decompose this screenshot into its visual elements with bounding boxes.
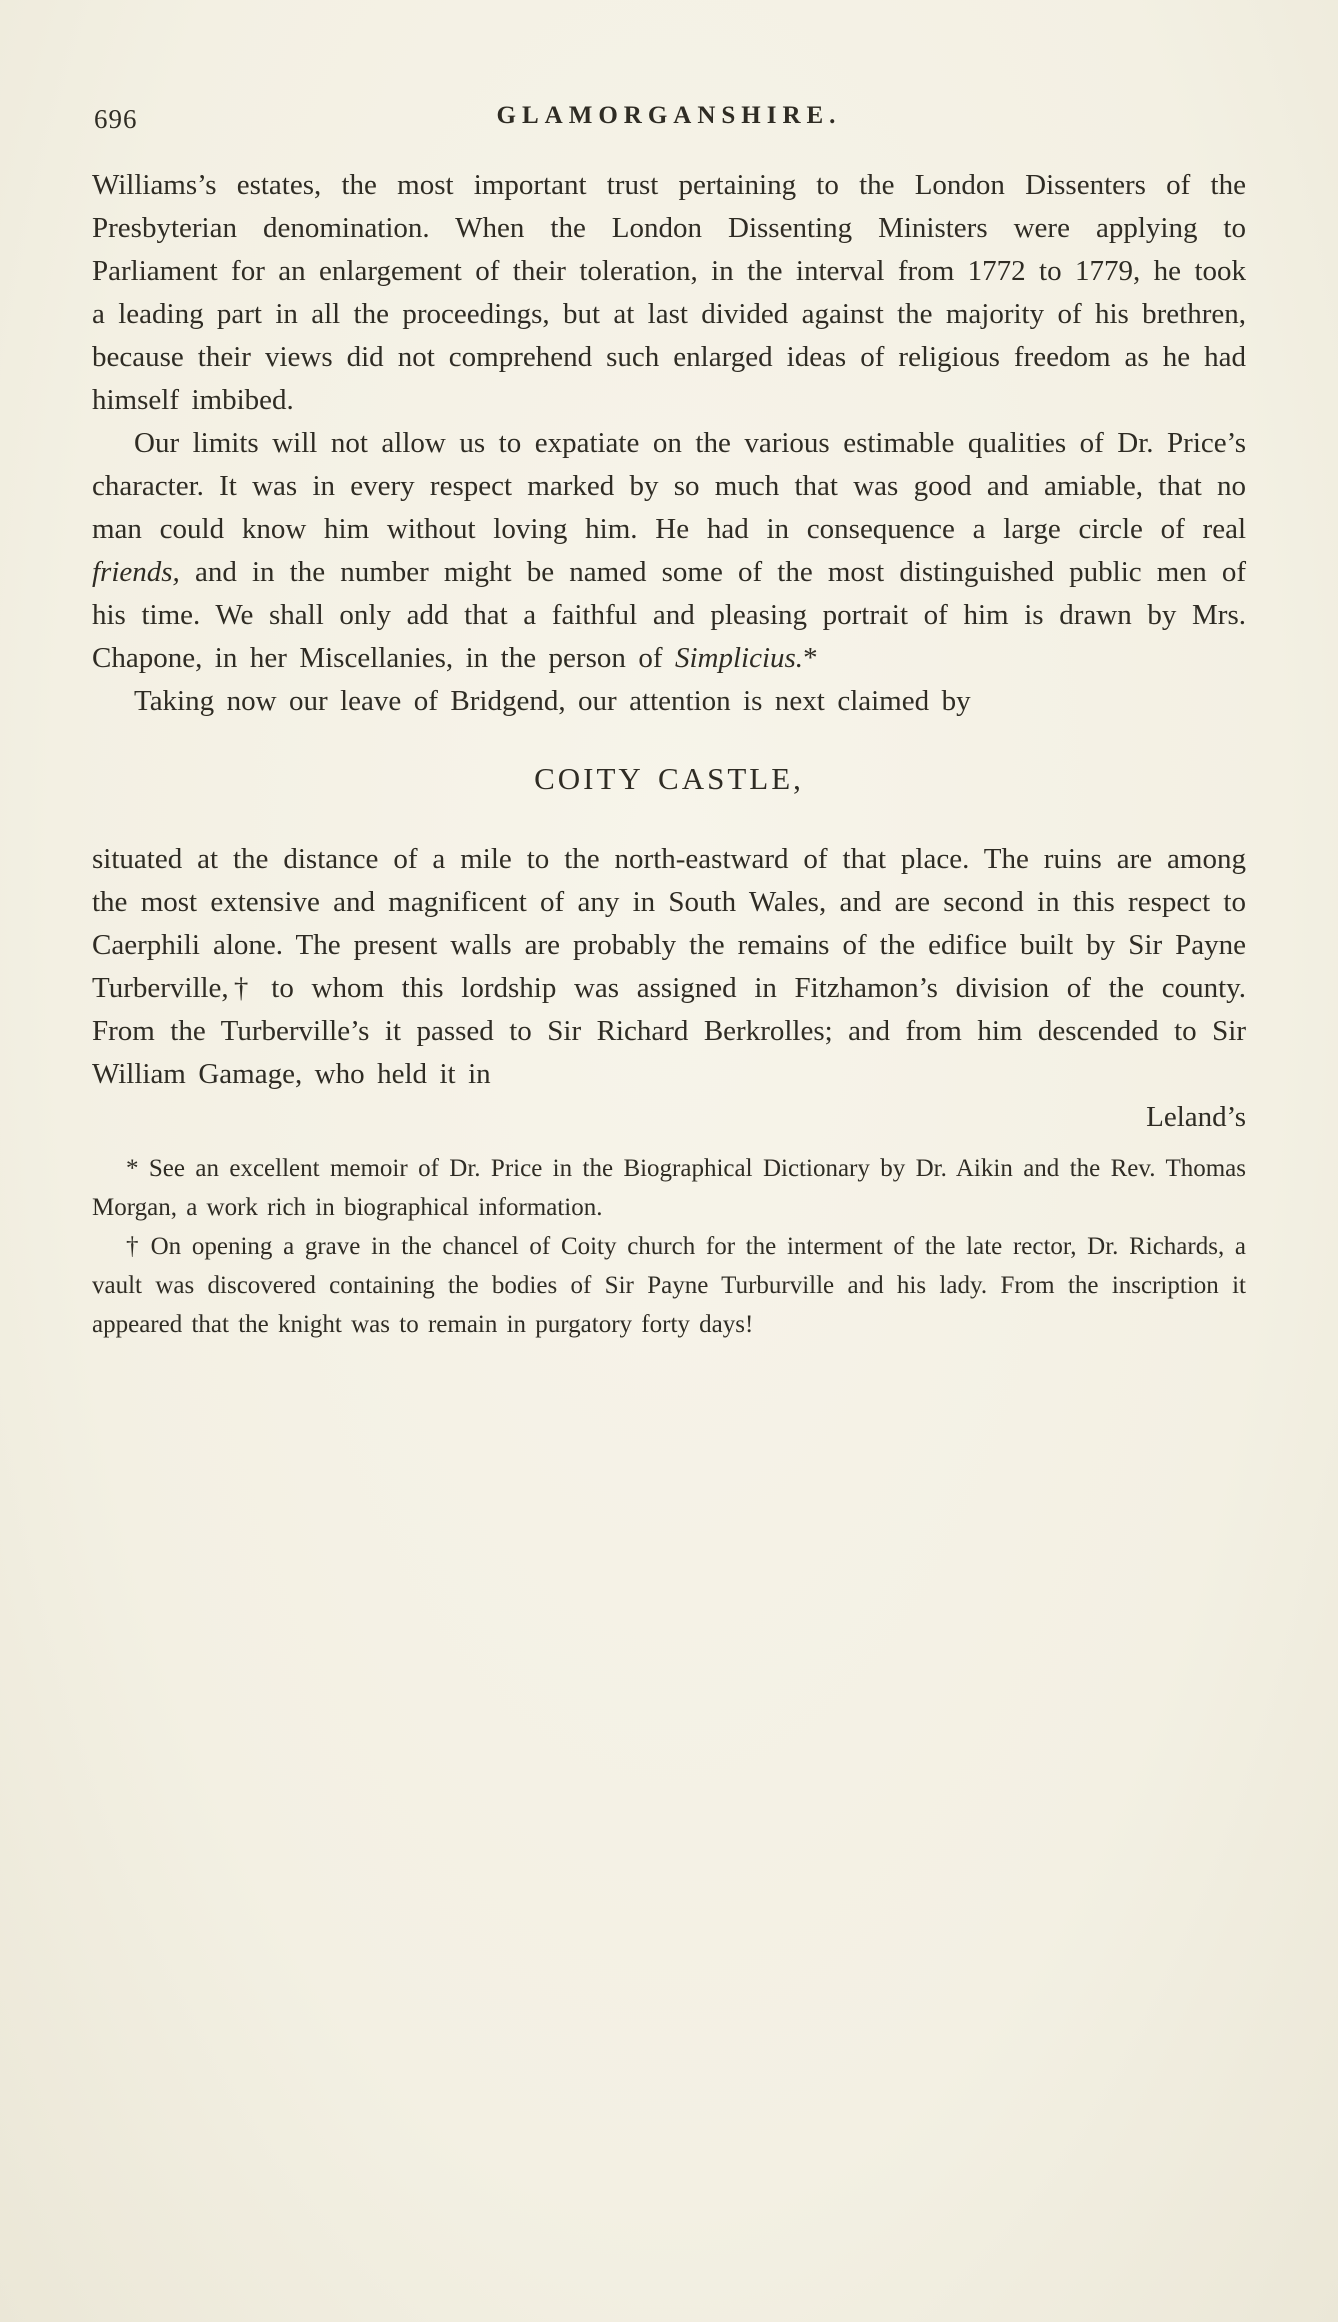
paragraph-2-text-a: Our limits will not allow us to expatiate on the various estimable qualities of Dr. Price’s character. It was in every respect marked by so much that was good and amiable, that no man could know him without loving him. He had in consequence a large circle of real xyxy=(92,427,1246,545)
footnotes-section xyxy=(92,1149,1246,1344)
paragraph-dr-price-character xyxy=(92,422,1246,680)
italic-word-friends: friends, xyxy=(92,556,180,588)
running-head: GLAMORGANSHIRE. xyxy=(496,102,842,129)
paragraph-williams-estates: Williams’s estates, the most important trust pertaining to the London Dissenters of the Presbyterian denomination. When the London Dissenting Ministers were applying to Parliament for an enlargement of their toleration, in the interval from 1772 to 1779, he took a leading part in all the proceedings, but at last divided against the majority of his brethren, because their views did not comprehend such enlarged ideas of religious freedom as he had himself imbibed. xyxy=(92,169,1246,416)
page-number: 696 xyxy=(94,104,138,134)
footnote-dagger-grave: † On opening a grave in the chancel of Coity church for the interment of the late rector, Dr. Richards, a vault was discovered containing the bodies of Sir Payne Turburville and his lady. From the inscription it appeared that the knight was to remain in purgatory forty days! xyxy=(92,1233,1246,1338)
catchword: Leland’s xyxy=(1146,1101,1246,1133)
page-body xyxy=(92,164,1246,1139)
italic-word-simplicius: Simplicius. xyxy=(674,642,804,674)
paragraph-coity-castle-description: situated at the distance of a mile to the north-eastward of that place. The ruins are among the most extensive and magnificent of any in South Wales, and are second in this respect to Caerphili alone. The present walls are probably the remains of the edifice built by Sir Payne Turberville,† to whom this lordship was assigned in Fitzhamon’s division of the county. From the Turberville’s it passed to Sir Richard Berkrolles; and from him descended to Sir William Gamage, who held it in xyxy=(92,843,1246,1090)
paragraph-leave-of-bridgend: Taking now our leave of Bridgend, our attention is next claimed by xyxy=(134,685,971,717)
section-heading-coity-castle: COITY CASTLE, xyxy=(534,761,804,796)
footnote-asterisk-memoir: * See an excellent memoir of Dr. Price in the Biographical Dictionary by Dr. Aikin and the Rev. Thomas Morgan, a work rich in biographical information. xyxy=(92,1155,1246,1221)
page-header xyxy=(92,102,1246,140)
footnote-marker-asterisk: * xyxy=(803,642,818,674)
paragraph-2-text-b: and in the number might be named some of the most distinguished public men of his time. We shall only add that a faithful and pleasing portrait of him is drawn by Mrs. Chapone, in her Miscellanies, in the person of xyxy=(92,556,1246,674)
catchword-row xyxy=(92,1096,1246,1139)
